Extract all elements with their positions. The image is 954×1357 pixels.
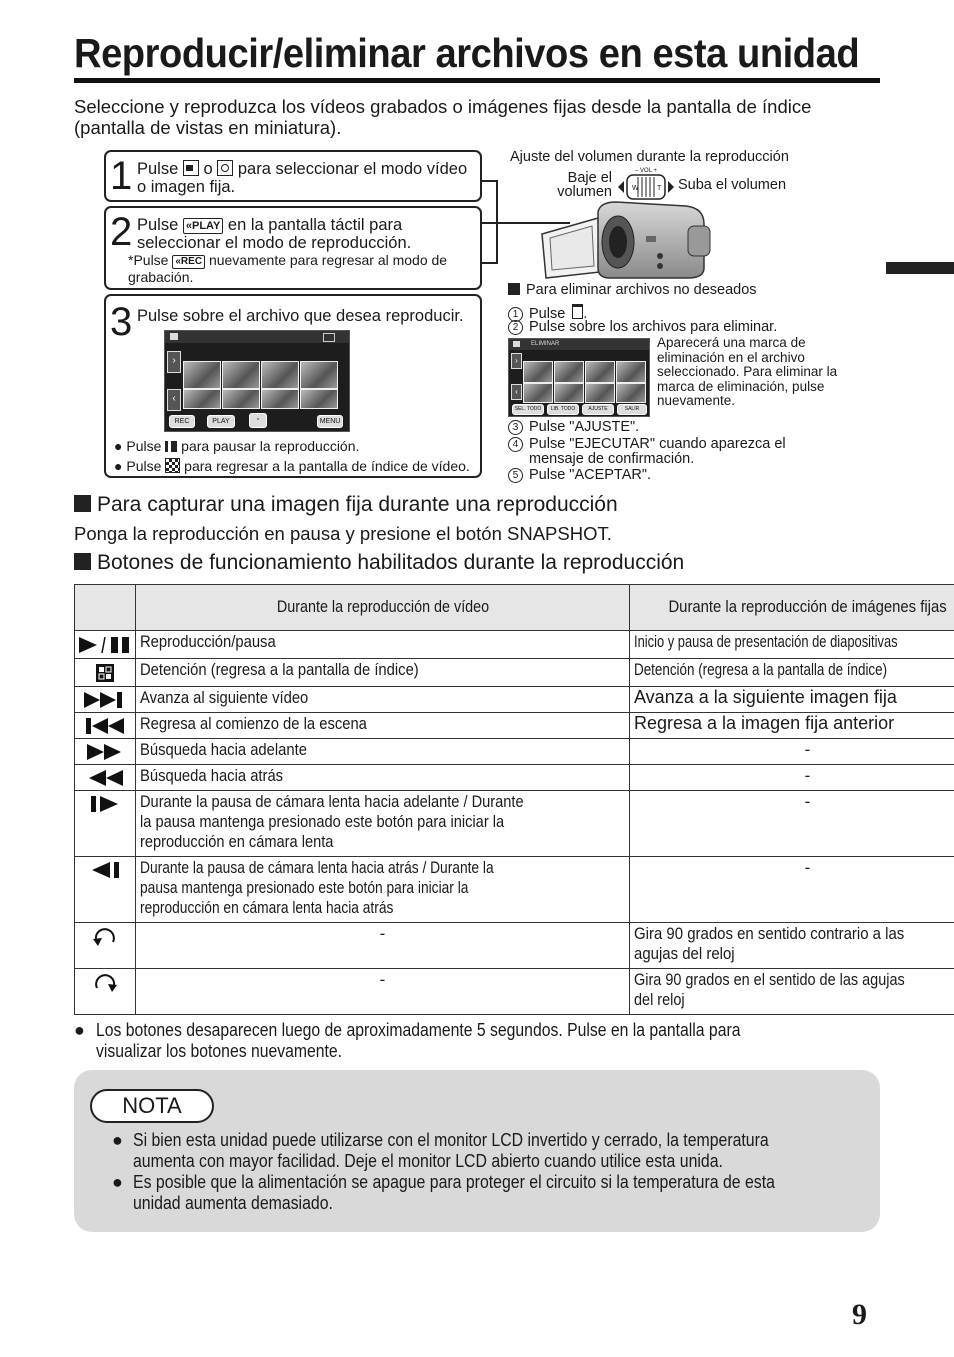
buttons-heading-text: Botones de funcionamiento habilitados durante la reproducción [97,551,685,574]
section-tab-marker [886,262,954,274]
cell-text: - [804,792,811,811]
note-item-text: Si bien esta unidad puede utilizarse con el monitor LCD invertido y cerrado, la temperatura aumenta con mayor facilidad. Deje el monitor LCD abierto cuando utilice esta unida. [133,1130,769,1171]
thumbnail[interactable] [300,389,338,409]
cell-text: Búsqueda hacia adelante [140,740,307,759]
step-1-box [104,150,482,202]
video-cell [136,923,630,969]
thumbnail[interactable] [554,361,584,383]
thumbnail[interactable] [616,361,646,383]
delete-heading-text: Para eliminar archivos no deseados [526,282,757,298]
still-cell [630,631,954,659]
title-rule [74,78,880,83]
buttons-note [74,1020,886,1062]
delete-heading [508,283,838,298]
cell-text: Búsqueda hacia atrás [140,766,284,785]
cell-text: - [379,924,386,943]
square-bullet-icon [74,495,91,512]
capture-text: Ponga la reproducción en pausa y presione el botón SNAPSHOT. [74,523,612,544]
page-title: Reproducir/eliminar archivos en esta unidad [74,30,860,76]
cell-text: Gira 90 grados en sentido contrario a las agujas del reloj [634,924,905,963]
bullet-icon: ● [112,1172,123,1192]
step-text: en la pantalla táctil para seleccionar el modo de reproducción. [137,216,412,252]
video-cell [136,631,630,659]
previous-icon [75,713,136,739]
cell-text: - [804,740,811,759]
cell-text: Durante la pausa de cámara lenta hacia atrás / Durante la pausa mantenga presionado este botón para iniciar la reproducción en cámara lenta hacia atrás [140,858,494,917]
bullet-icon: ● [74,1020,85,1040]
settings-button[interactable]: AJUSTE [582,404,614,415]
thumbnail[interactable] [554,383,584,403]
video-cell [136,765,630,791]
buttons-note-text: Los botones desaparecen luego de aproximadamente 5 segundos. Pulse en la pantalla para visualizar los botones nuevamente. [96,1020,741,1061]
rec-mode-button[interactable]: «REC [172,255,205,269]
cell-text: Regresa al comienzo de la escena [140,714,367,733]
note-item-text: Es posible que la alimentación se apague para proteger el circuito si la temperatura de esta unidad aumenta demasiado. [133,1172,775,1213]
delete-step-4 [508,437,808,467]
capture-heading-text: Para capturar una imagen fija durante una reproducción [97,493,618,516]
still-cell [630,923,954,969]
step-circle: 4 [508,437,523,452]
screen-header [509,339,649,350]
table-header-still [630,585,954,631]
delete-step-text: Pulse sobre los archivos para eliminar. [529,319,778,335]
cell-text: - [804,858,811,877]
fast-forward-icon [75,739,136,765]
cell-text: Gira 90 grados en el sentido de las agujas del reloj [634,970,905,1009]
rec-glyph-label: REC [180,256,203,267]
still-cell [630,791,954,857]
play-mode-button[interactable]: «PLAY [183,218,223,234]
step-2-box [104,206,482,290]
battery-icon [323,333,335,342]
delete-step-5 [508,468,838,483]
still-cell [630,687,954,713]
table-row [75,659,954,687]
delete-screen [508,338,650,417]
note-list [112,1130,872,1214]
step-number: 2 [110,210,133,254]
index-icon [165,458,180,473]
header-text: Durante la reproducción de imágenes fijas [668,598,947,616]
trash-icon [572,304,583,319]
video-cell [136,713,630,739]
intro-text: Seleccione y reproduzca los vídeos grabados o imágenes fijas desde la pantalla de índice (pantalla de vistas en miniatura). [74,96,812,138]
step-text: o [203,160,213,178]
pause-bullet: ● Pulse para pausar la reproducción. [114,438,360,454]
svg-text:– VOL +: – VOL + [635,168,657,174]
page-number: 9 [852,1298,867,1331]
index-icon [75,659,136,687]
still-cell [630,857,954,923]
slow-reverse-icon [75,857,136,923]
bullet-text: para regresar a la pantalla de índice de vídeo. [184,458,470,474]
square-bullet-icon [508,283,520,295]
video-cell [136,739,630,765]
step-2-text [137,216,477,252]
delete-step-2 [508,320,838,335]
table-header-row [75,585,954,631]
cell-text: Inicio y pausa de presentación de diapositivas [634,632,898,651]
operation-buttons-table [74,584,954,1015]
rewind-icon [75,765,136,791]
thumbnail[interactable] [222,361,260,389]
thumbnail[interactable] [261,389,299,409]
still-cell [630,659,954,687]
step-2-note [128,252,480,285]
list-item [112,1130,872,1172]
volume-down-label: Baje el volumen [557,170,612,200]
thumbnail[interactable] [300,361,338,389]
thumbnail[interactable] [523,383,553,403]
thumbnail[interactable] [616,383,646,403]
pause-icon [165,441,171,452]
bullet-text: para pausar la reproducción. [181,438,360,454]
prev-page-icon[interactable]: ‹ [167,389,181,411]
screen-label: ELIMINAR [531,341,560,347]
video-cell [136,659,630,687]
cell-text: Avanza a la siguiente imagen fija [634,687,897,707]
table-row [75,969,954,1015]
cell-text: - [379,970,386,989]
slow-forward-icon [75,791,136,857]
table-row [75,765,954,791]
cell-text: - [804,766,811,785]
thumbnail[interactable] [183,361,221,389]
step-circle: 5 [508,468,523,483]
step-3-box [104,294,482,478]
delete-side-note: Aparecerá una marca de eliminación en el archivo seleccionado. Para eliminar la marca de eliminación, pulse nuevamente. [657,335,838,408]
cell-text: Regresa a la imagen fija anterior [634,713,895,733]
step-number: 3 [110,300,133,344]
select-all-button[interactable]: SEL. TODO [512,404,544,415]
thumbnail[interactable] [222,389,260,409]
note-text: *Pulse [128,252,169,268]
bullet-icon: ● [112,1130,123,1150]
play-pause-icon [75,631,136,659]
exit-button[interactable]: SALIR [617,404,647,415]
cell-text: Durante la pausa de cámara lenta hacia adelante / Durante la pausa mantenga presionado este botón para iniciar la reproducción en cámara lenta [140,792,524,851]
svg-text:W: W [632,185,639,192]
header-text: Durante la reproducción de vídeo [276,598,489,616]
still-mode-icon[interactable] [217,160,233,176]
svg-text:T: T [657,185,662,192]
table-row [75,687,954,713]
list-item [112,1172,872,1214]
cell-text: Reproducción/pausa [140,632,276,651]
video-cell [136,857,630,923]
delete-step-1: 1 Pulse . [508,304,838,322]
step-circle: 2 [508,320,523,335]
thumbnail[interactable] [261,361,299,389]
cell-text: Detención (regresa a la pantalla de índice) [634,660,888,679]
note-label: NOTA [90,1089,214,1123]
delete-step-text: Pulse "ACEPTAR". [529,467,652,483]
delete-step-text: Pulse "AJUSTE". [529,419,640,435]
cell-text: Avanza al siguiente vídeo [140,688,309,707]
thumbnail[interactable] [585,383,615,403]
step-number: 1 [110,154,133,198]
capture-heading [74,493,618,517]
square-bullet-icon [74,553,91,570]
video-cell [136,969,630,1015]
delete-step-text: Pulse "EJECUTAR" cuando aparezca el mensaje de confirmación. [529,436,786,467]
table-header-icon [75,585,136,631]
index-bullet: ● Pulse para regresar a la pantalla de índice de vídeo. [114,458,470,474]
index-screen [164,330,350,432]
video-mode-icon[interactable] [183,160,199,176]
delete-step-3 [508,420,838,435]
rec-button[interactable]: REC [169,415,195,428]
still-cell [630,713,954,739]
menu-button[interactable]: MENU [317,415,343,428]
buttons-heading [74,551,684,575]
step-3-text: Pulse sobre el archivo que desea reproducir. [137,307,464,325]
trash-icon[interactable]: ▫ [249,413,267,428]
step-circle: 3 [508,420,523,435]
table-header-video [136,585,630,631]
step-text: Pulse [137,216,179,234]
table-row [75,713,954,739]
next-page-icon[interactable]: › [167,351,181,373]
play-glyph-label: PLAY [192,220,221,232]
step-1-text [137,160,477,196]
delete-step-text: Pulse [529,306,566,322]
still-cell [630,739,954,765]
table-row [75,739,954,765]
thumbnail[interactable] [523,361,553,383]
table-row [75,923,954,969]
volume-up-label: Suba el volumen [678,177,787,193]
volume-lever[interactable] [616,165,676,201]
cell-text: Detención (regresa a la pantalla de índice) [140,660,419,679]
screen-header [165,331,349,343]
still-cell [630,765,954,791]
video-cell [136,791,630,857]
rotate-right-icon [75,969,136,1015]
release-all-button[interactable]: LIB. TODO [547,404,579,415]
step-text: para seleccionar el modo vídeo o imagen fija. [137,160,468,196]
mode-icon [513,341,520,347]
bullet-text: Pulse [126,458,162,474]
table-row [75,791,954,857]
step-circle: 1 [508,307,523,322]
bullet-text: Pulse [126,438,162,454]
next-page-icon[interactable]: › [511,353,522,369]
camera-illustration [538,198,716,284]
thumbnail[interactable] [585,361,615,383]
table-row [75,857,954,923]
prev-page-icon[interactable]: ‹ [511,384,522,400]
still-cell [630,969,954,1015]
volume-heading: Ajuste del volumen durante la reproducción [510,149,789,165]
step-text: Pulse [137,160,179,178]
mode-icon [170,333,178,340]
next-icon [75,687,136,713]
play-button[interactable]: PLAY [207,415,235,428]
video-cell [136,687,630,713]
table-row [75,631,954,659]
note-text: nuevamente para regresar al modo de grabación. [128,252,448,285]
thumbnail[interactable] [183,389,221,409]
rotate-left-icon [75,923,136,969]
